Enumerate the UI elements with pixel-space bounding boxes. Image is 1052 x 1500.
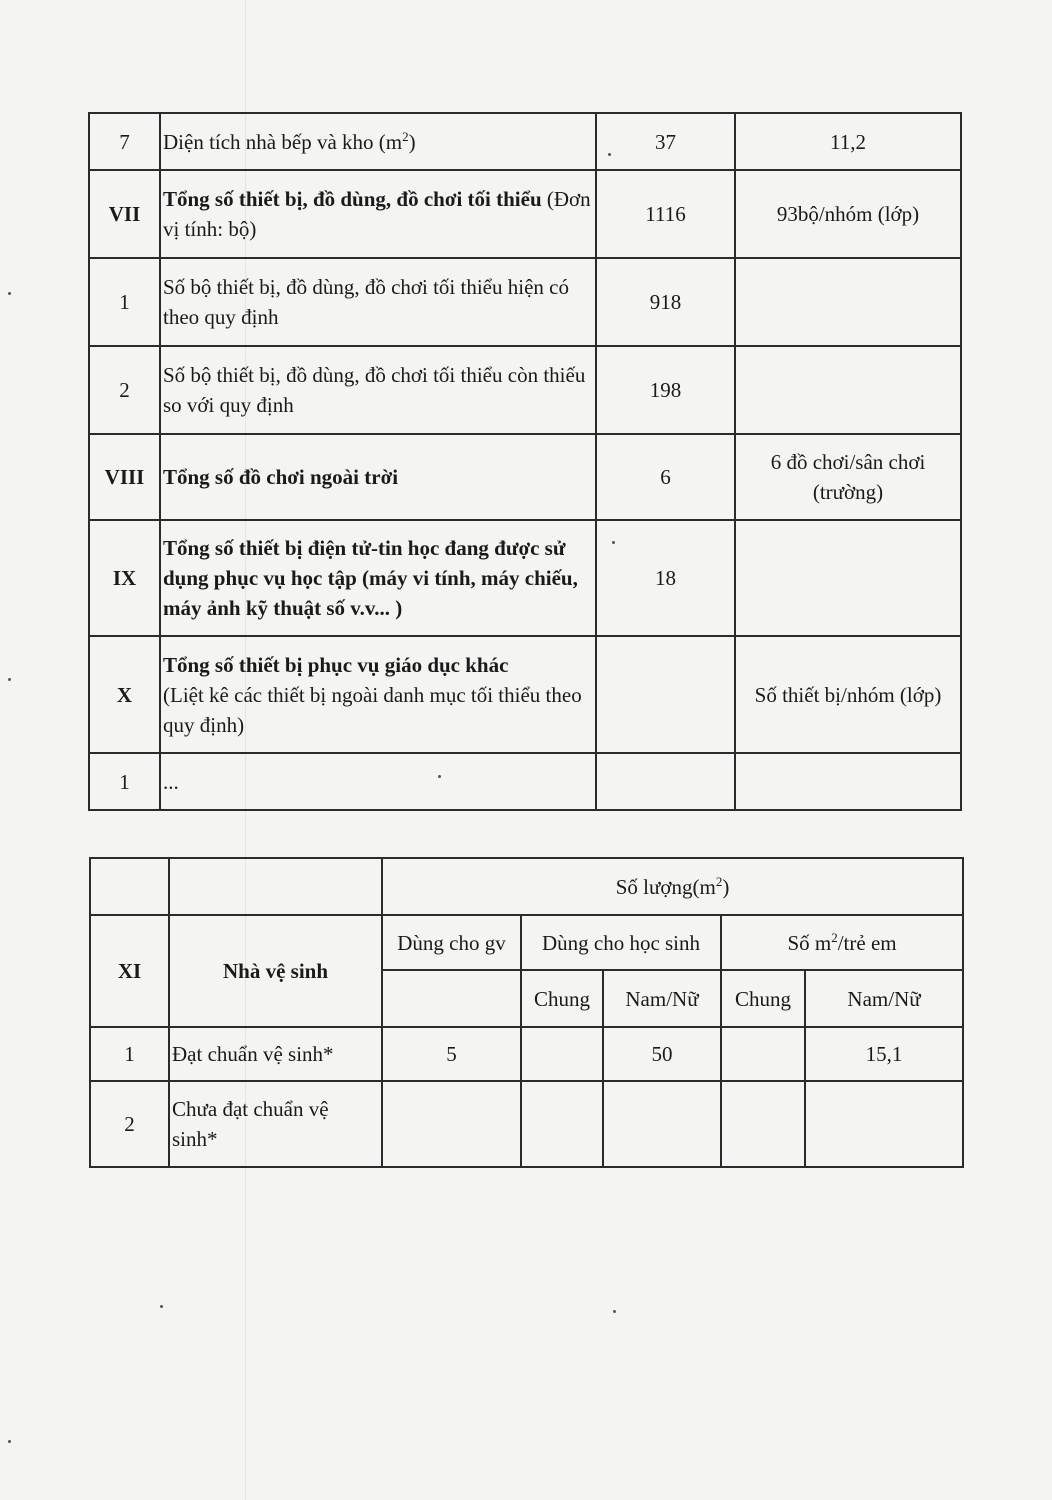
- row-quantity: 37: [596, 113, 735, 170]
- row-teacher: [382, 1081, 521, 1167]
- scan-speck: [160, 1305, 163, 1308]
- row-students-shared: [521, 1081, 603, 1167]
- header-students: Dùng cho học sinh: [521, 915, 721, 970]
- row-number: VIII: [89, 434, 160, 520]
- row-quantity: 18: [596, 520, 735, 636]
- row-quantity: 6: [596, 434, 735, 520]
- row-description: Tổng số thiết bị, đồ dùng, đồ chơi tối thiểu (Đơn vị tính: bộ): [160, 170, 596, 258]
- header-teacher: Dùng cho gv: [382, 915, 521, 970]
- row-description: Tổng số thiết bị điện tử-tin học đang được sử dụng phục vụ học tập (máy vi tính, máy chiếu, máy ảnh kỹ thuật số v.v... ): [160, 520, 596, 636]
- row-description: Tổng số thiết bị phục vụ giáo dục khác (Liệt kê các thiết bị ngoài danh mục tối thiểu theo quy định): [160, 636, 596, 753]
- row-ratio: Số thiết bị/nhóm (lớp): [735, 636, 961, 753]
- table-row: [89, 520, 961, 636]
- equipment-table: [88, 112, 962, 811]
- header-shared: Chung: [721, 970, 805, 1027]
- row-ratio: 93bộ/nhóm (lớp): [735, 170, 961, 258]
- table-row: [89, 258, 961, 346]
- scan-speck: [608, 153, 611, 156]
- row-number: VII: [89, 170, 160, 258]
- header-row: [90, 915, 963, 970]
- row-description: Tổng số đồ chơi ngoài trời: [160, 434, 596, 520]
- header-shared: Chung: [521, 970, 603, 1027]
- row-number: X: [89, 636, 160, 753]
- table-row: [89, 170, 961, 258]
- row-number: 2: [89, 346, 160, 434]
- scan-speck: [8, 292, 11, 295]
- row-number: 1: [89, 753, 160, 810]
- section-title: Nhà vệ sinh: [169, 915, 382, 1027]
- row-number: 2: [90, 1081, 169, 1167]
- row-ratio-gender: 15,1: [805, 1027, 963, 1081]
- row-description: Số bộ thiết bị, đồ dùng, đồ chơi tối thiểu còn thiếu so với quy định: [160, 346, 596, 434]
- row-quantity: 198: [596, 346, 735, 434]
- row-quantity: [596, 636, 735, 753]
- row-ratio: [735, 753, 961, 810]
- scan-speck: [612, 541, 615, 544]
- table-row: [89, 636, 961, 753]
- table-row: [89, 434, 961, 520]
- header-quantity: Số $lượng(m^2)$: [382, 858, 963, 915]
- row-number: 1: [90, 1027, 169, 1081]
- row-description: Chưa đạt chuẩn vệ sinh*: [169, 1081, 382, 1167]
- row-quantity: [596, 753, 735, 810]
- row-description: Đạt chuẩn vệ sinh*: [169, 1027, 382, 1081]
- header-row: [90, 858, 963, 915]
- row-number: IX: [89, 520, 160, 636]
- table-row: [89, 113, 961, 170]
- row-students-gender: [603, 1081, 721, 1167]
- row-ratio: 11,2: [735, 113, 961, 170]
- header-gender: Nam/Nữ: [603, 970, 721, 1027]
- row-description: Diện tích nhà bếp và kho $(m^2)$: [160, 113, 596, 170]
- table-row: [90, 1081, 963, 1167]
- row-students-gender: 50: [603, 1027, 721, 1081]
- row-description: ...: [160, 753, 596, 810]
- scan-speck: [8, 1440, 11, 1443]
- row-ratio: [735, 346, 961, 434]
- section-number: XI: [90, 915, 169, 1027]
- scan-speck: [8, 678, 11, 681]
- row-ratio: 6 đồ chơi/sân chơi (trường): [735, 434, 961, 520]
- row-quantity: 918: [596, 258, 735, 346]
- row-number: 1: [89, 258, 160, 346]
- row-description: Số bộ thiết bị, đồ dùng, đồ chơi tối thiểu hiện có theo quy định: [160, 258, 596, 346]
- row-number: 7: [89, 113, 160, 170]
- table-row: [89, 753, 961, 810]
- row-ratio-shared: [721, 1081, 805, 1167]
- row-ratio-shared: [721, 1027, 805, 1081]
- row-students-shared: [521, 1027, 603, 1081]
- row-teacher: 5: [382, 1027, 521, 1081]
- row-quantity: 1116: [596, 170, 735, 258]
- row-ratio: [735, 520, 961, 636]
- scan-speck: [438, 775, 441, 778]
- row-ratio-gender: [805, 1081, 963, 1167]
- table-row: [90, 1027, 963, 1081]
- toilet-table: [89, 857, 964, 1168]
- row-ratio: [735, 258, 961, 346]
- header-ratio: Số $m^2$/trẻ em: [721, 915, 963, 970]
- scan-speck: [613, 1310, 616, 1313]
- table-row: [89, 346, 961, 434]
- header-gender: Nam/Nữ: [805, 970, 963, 1027]
